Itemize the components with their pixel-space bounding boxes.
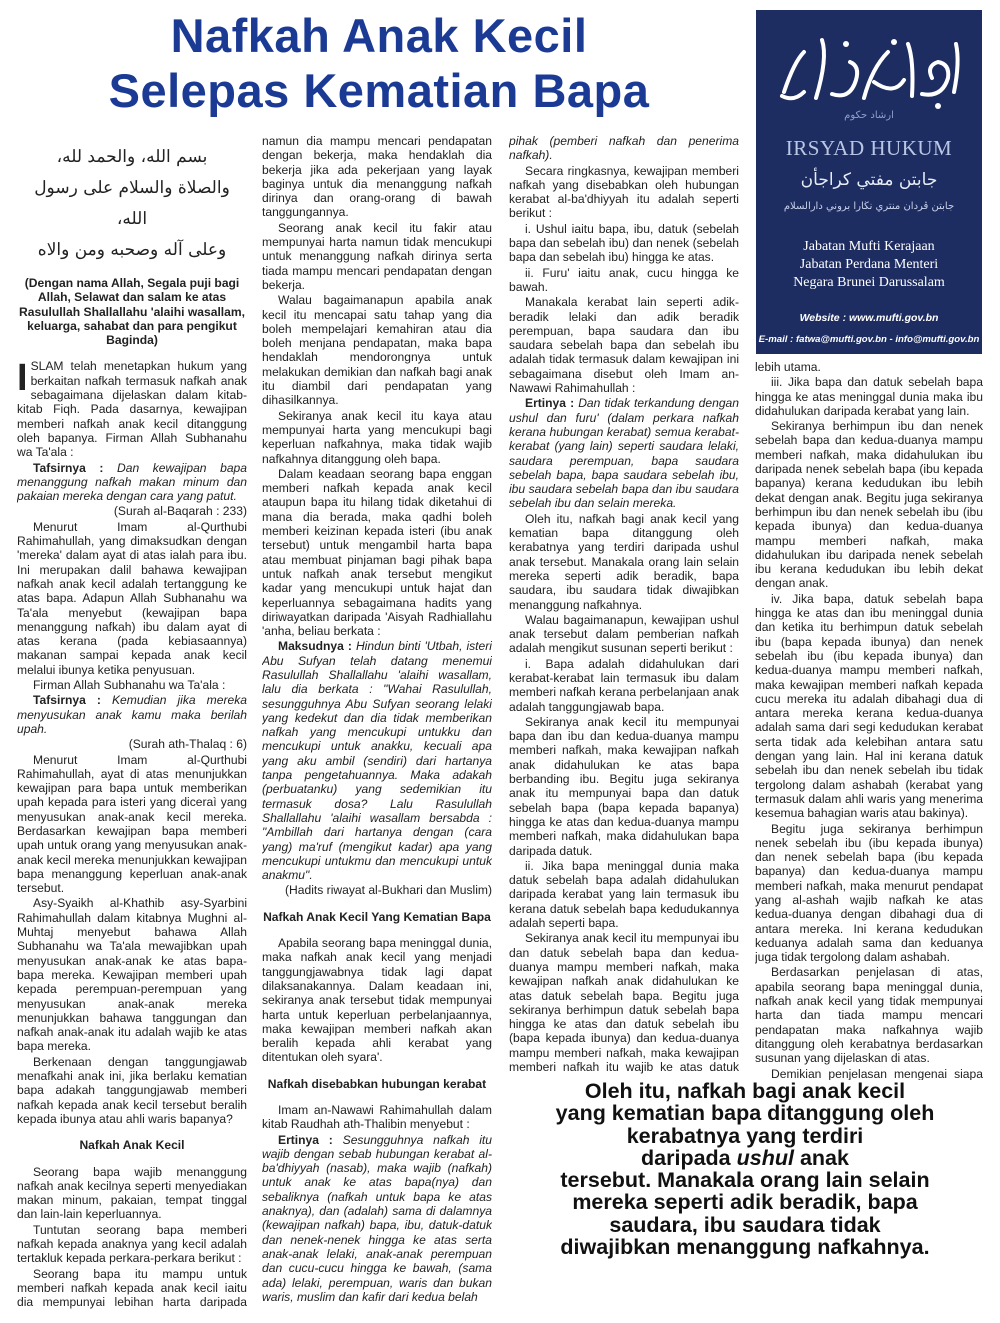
drop-cap: I [17,357,28,400]
logo-dept-2: Jabatan Perdana Menteri [799,257,939,272]
paragraph: Firman Allah Subhanahu wa Ta'ala : [33,678,226,693]
paragraph: Sekiranya berhimpun ibu dan nenek sebelah bapa dan kedua-duanya mampu memberi nafkah, maka didahulukan ibu daripada nenek sebelah bapa (ibu kepada bapanya) kerana kedudukan ibu lebih dekat dengan anak. Begitu juga sekiranya berhimpun ibu dan nenek sebelah ibu (ibu kepada ibunya) dan kedua-duanya mampu memberi nafkah, maka didahulukan ibu daripada nenek sebelah ibu kerana kedudukan ibu lebih dekat dengan anak. [755,419,983,591]
pull-quote-line: mereka seperti adik beradik, bapa [572,1190,918,1215]
section-heading: Nafkah disebabkan hubungan kerabat [267,1076,487,1091]
source: (Hadits riwayat al-Bukhari dan Muslim) [285,883,492,898]
paragraph: Seorang anak kecil itu fakir atau mempunyai harta namun tidak mencukupi untuk menanggung nafkah dirinya serta tiada mampu mencari pendapatan dengan bekerja. [262,220,492,292]
hadith-translation: Maksudnya : Hindun binti 'Utbah, isteri Abu Sufyan telah datang menemui Rasulullah Shallallahu 'alaihi wasallam, lalu dia berkata : "Wahai Rasulullah, sesungguhnya Abu Sufyan seorang lelaki yang kedekut dan dia tidak memberikan nafkah yang mencukupi untukku dan mencukupi untuk anakku, kecuali apa yang aku ambil (sendiri) dari hartanya tanpa pengetahuannya. Maka adakah (perbuatanku) yang sedemikian itu termasuk dosa? Lalu Rasulullah Shallallahu 'alaihi wasallam bersabda : "Ambillah dari hartanya dengan (cara yang) ma'ruf (mengikut kadar) apa yang mencukupi untukmu dan mencukupi untuk anakmu". [262,639,492,883]
paragraph: Apabila seorang bapa meninggal dunia, maka nafkah anak kecil yang menjadi tanggungjawabnya tidak lagi dapat dilaksanakannya. Dalam keadaan ini, sekiranya anak tersebut tidak mempunyai harta untuk keperluan perbelanjaannya, maka kewajipan memberi nafkah akan beralih kepada ahli kerabat yang ditentukan oleh syara'. [262,936,492,1065]
paragraph: Sekiranya anak kecil itu kaya atau mempunyai harta yang mencukupi bagi keperluan nafkahnya, maka tidak wajib nafkahnya ditanggung oleh bapa. [262,408,492,466]
paragraph: Imam an-Nawawi Rahimahullah dalam kitab Raudhah ath-Thalibin menyebut : [262,1103,492,1132]
paragraph: namun dia mampu mencari pendapatan dengan bekerja, maka hendaklah dia bekerja jika ada pekerjaan yang layak baginya untuk dia menanggung nafkah dirinya dan orang-orang di bawah tanggungannya. [262,134,492,220]
calligraphy-logo [756,22,982,122]
paragraph: Asy-Syaikh al-Khathib asy-Syarbini Rahimahullah dalam kitabnya Mughni al-Muhtaj menyebut bahawa Allah Subhanahu wa Ta'ala mewajibkan upah menyusukan anak-anak ke atas bapa-bapa mereka. Kewajipan memberi upah kepada perempuan-perempuan yang menyusukan anak-anak mereka menunjukkan bahawa tanggungan dan nafkah anak-anak itu adalah wajib ke atas bapa mereka. [17,896,247,1054]
calligraphy-text: ارشاد حكوم [844,110,894,121]
paragraph: Seorang bapa wajib menanggung nafkah anak kecilnya seperti menyediakan makan minum, pakaian, tempat tinggal dan lain-lain keperluannya. [17,1164,247,1222]
source-2: (Surah ath-Thalaq : 6) [128,737,247,752]
quote-translation: Ertinya : Sesungguhnya nafkah itu wajib dengan sebab hubungan kerabat al-ba'dhiyyah (nasab), maka wajib (nafkah) untuk anak ke atas bapa(nya) dan sebaliknya (nafkah untuk bapa ke atas anaknya), dan (adalah) sama di dalamnya (kewajipan nafkah) bapa, ibu, datuk-datuk dan nenek-nenek hingga ke atas serta anak-anak lelaki, anak-anak perempuan dan cucu-cucu hingga ke bawah, (sama ada) lelaki, perempuan, waris dan bukan waris, muslim dan kafir dari kedua belah [262,1132,492,1304]
paragraph: Manakala kerabat lain seperti adik-beradik lelaki dan adik beradik perempuan, bapa saudara dan ibu saudara sebelah bapa dan sebelah ibu adalah tidak termasuk dalam kewajipan ini sebagaimana disebut oleh Imam an-Nawawi Rahimahullah : [509,295,739,396]
paragraph: pihak (pemberi nafkah dan penerima nafkah). [509,134,739,163]
list-item: iii. Jika bapa dan datuk sebelah bapa hingga ke atas meninggal dunia maka ibu didahulukan daripada kerabat yang lain. [755,375,983,418]
logo-brand: IRSYAD HUKUM [785,136,953,160]
logo-dept-1: Jabatan Mufti Kerajaan [803,239,935,254]
paragraph: Walau bagaimanapun, kewajipan ushul anak tersebut dalam pemberian nafkah adalah mengikut susunan seperti berikut : [509,612,739,656]
paragraph: Demikian penjelasan mengenai siapa [771,1066,983,1080]
column-4 [755,360,983,1080]
article-title [14,8,744,118]
irsyad-hukum-logo [756,10,982,354]
quote-translation: Ertinya : Dan tidak terkandung dengan ushul dan furu' (dalam perkara nafkah kerana hubungan kerabat) semua kerabat-kerabat (yang lain) seperti saudara lelaki, saudara perempuan, bapa saudara sebelah bapa, bapa saudara sebelah ibu, ibu saudara sebelah bapa dan ibu saudara sebelah ibu dan selain mereka. [509,396,739,511]
basmalah [17,142,247,266]
pull-quote-line: diwajibkan menanggung nafkahnya. [560,1235,930,1260]
logo-website: Website : www.mufti.gov.bn [799,312,939,324]
list-item: i. Ushul iaitu bapa, ibu, datuk (sebelah bapa dan sebelah ibu) dan nenek (sebelah bapa dan sebelah ibu) hingga ke atas. [509,221,739,265]
list-item: i. Bapa adalah didahulukan dari kerabat-kerabat lain termasuk ibu dalam memberi nafkah kerana perbelanjaan anak adalah tanggungjawab bapa. [509,656,739,714]
paragraph: Tuntutan seorang bapa memberi nafkah kepada anaknya yang kecil adalah tertakluk kepada perkara-perkara berikut : [17,1222,247,1266]
pull-quote-line: tersebut. Manakala orang lain selain [560,1168,930,1193]
pull-quote-line: Oleh itu, nafkah bagi anak kecil [584,1079,906,1103]
basmalah-line-3: وعلى آله وصحبه ومن والاه [37,240,227,260]
paragraph: lebih utama. [755,360,821,374]
list-item: iv. Jika bapa, datuk sebelah bapa hingga ke atas dan ibu meninggal dunia dan ketika itu berhimpun datuk sebelah ibu (bapa kepada ibunya) dan nenek sebelah ibu (ibu kepada ibunya) dan kedua-duanya mampu memberi nafkah, maka kewajipan memberi nafkah kepada cucu mereka itu adalah dibahagi dua di antara mereka kerana kedua-duanya adalah sama dari segi kedudukan kerabat serta tidak ada kelebihan antara satu dengan yang lain. Hal ini kerana datuk sebelah ibu dan nenek sebelah ibu tidak tergolong dalam ashabah (kerabat yang termasuk dalam ahli waris yang menerima kesemua bahagian waris atau bakinya). [755,591,983,821]
column-1 [17,136,247,1311]
paragraph: Seorang bapa itu mampu untuk memberi nafkah kepada anak kecil iaitu dia mempunyai lebihan harta daripada [17,1266,247,1310]
basmalah-line-1: بسم الله، والحمد لله، [56,147,208,167]
column-3 [509,134,739,1076]
list-item: ii. Furu' iaitu anak, cucu hingga ke bawah. [509,265,739,294]
paragraph: Sekiranya anak kecil itu mempunyai ibu dan datuk sebelah bapa dan kedua-duanya mampu memberi nafkah, maka kewajipan nafkah anak didahulukan ke atas datuk sebelah bapa. Begitu juga sekiranya berhimpun datuk sebelah bapa hingga ke atas dan datuk sebelah ibu (bapa kepada ibunya) dan kedua-duanya mampu memberi nafkah, maka kewajipan memberi nafkah itu wajib ke atas datuk [509,931,739,1074]
paragraph: Berdasarkan penjelasan di atas, apabila seorang bapa meninggal dunia, nafkah anak kecil yang tidak mempunyai harta dan tiada mampu mencari pendapatan maka nafkahnya wajib ditanggung oleh kerabatnya berdasarkan susunan yang dijelaskan di atas. [755,965,983,1066]
paragraph: Oleh itu, nafkah bagi anak kecil yang kematian bapa ditanggung oleh kerabatnya yang terdiri daripada ushul anak tersebut. Manakala orang lain selain mereka seperti adik beradik, bapa saudara, ibu saudara tidak diwajibkan menanggung nafkahnya. [509,511,739,612]
logo-arabic-line-2: جابتن ڤردان منتري نڬارا بروني دارالسلام [783,201,955,212]
section-heading: Nafkah Anak Kecil Yang Kematian Bapa [263,909,491,924]
paragraph: Walau bagaimanapun apabila anak kecil itu mencapai satu tahap yang dia boleh mempelajari kemahiran atau dia boleh menjana pendapatan, maka bapa hendaklah mendorongnya untuk melakukan demikian dan nafkah bagi anak itu diambil dari pendapatan yang dihasilkannya. [262,293,492,408]
paragraph: ISLAM telah menetapkan hukum yang berkaitan nafkah termasuk nafkah anak sebagaimana dijelaskan dalam kitab-kitab Fiqh. Pada dasarnya, kewajipan memberi nafkah anak kecil ditanggung oleh bapanya. Firman Allah Subhanahu wa Ta'ala : [17,357,247,460]
paragraph: Dalam keadaan seorang bapa enggan memberi nafkah kepada anak kecil ataupun bapa itu hilang tidak diketahui di mana dia berada, maka qadhi boleh memberi keizinan kepada isteri (ibu anak tersebut) untuk mengambil harta bapa atau membuat pinjaman bagi pihak bapa untuk nafkah anak tersebut mengikut kadar yang mencukupi untuk hajat dan keperluannya sebagaimana hadits yang diriwayatkan daripada 'Aisyah Radhiallahu 'anha, beliau berkata : [262,466,492,639]
tafsir-1: Tafsirnya : Dan kewajipan bapa menanggung nafkah makan minum dan pakaian mereka dengan cara yang patut. [17,460,247,504]
tafsir-2: Tafsirnya : Kemudian jika mereka menyusukan anak kamu maka berilah upah. [17,693,247,736]
pull-quote [505,1080,985,1258]
paragraph: Berkenaan dengan tanggungjawab menafkahi anak ini, jika berlaku kematian bapa adakah tanggungjawab memberi nafkah kepada anak kecil tersebut beralih kepada ibunya atau ahli waris bapanya? [17,1054,247,1126]
title-line-1: Nafkah Anak Kecil [170,9,588,62]
pull-quote-line: kerabatnya yang terdiri [626,1123,864,1148]
intro-translation: (Dengan nama Allah, Segala puji bagi Allah, Selawat dan salam ke atas Rasulullah Shallallahu 'alaihi wasallam, keluarga, sahabat dan para pengikut Baginda) [18,276,246,348]
pull-quote-line: yang kematian bapa ditanggung oleh [555,1101,935,1126]
logo-email: E-mail : fatwa@mufti.gov.bn - info@mufti.gov.bn [758,334,980,345]
paragraph: Menurut Imam al-Qurthubi Rahimahullah, yang dimaksudkan dengan 'mereka' dalam ayat di atas ialah para ibu. Ini merupakan dalil bahawa kewajipan nafkah anak kecil adalah tertanggung ke atas bapa. Adapun Allah Subhanahu wa Ta'ala menyebut (kewajipan bapa menanggung nafkah) ibu dalam ayat di atas kerana (pada kebiasaannya) makanan sampai kepada anak kecil melalui ibunya ketika penyusuan. [17,519,247,677]
paragraph: Sekiranya anak kecil itu mempunyai bapa dan ibu dan kedua-duanya mampu memberi nafkah, maka kewajipan nafkah anak didahulukan ke atas bapa berbanding ibu. Begitu juga sekiranya anak itu mempunyai bapa dan datuk sebelah bapa (bapa kepada bapanya) hingga ke atas dan kedua-duanya mampu memberi nafkah, maka didahulukan bapa daripada datuk. [509,714,739,858]
paragraph: Begitu juga sekiranya berhimpun nenek sebelah ibu (ibu kepada ibunya) dan nenek sebelah bapa (ibu kepada bapanya) dan kedua-duanya mampu memberi nafkah, maka menurut pendapat yang al-ashah wajib nafkah ke atas kedua-duanya dengan dibahagi dua di antara mereka. Ini kerana kedudukan keduanya adalah sama dan keduanya juga tidak tergolong dalam ashabah. [755,821,983,965]
column-2 [262,134,492,1311]
basmalah-line-2: والصلاة والسلام على رسول الله، [34,178,230,229]
logo-dept-3: Negara Brunei Darussalam [793,275,945,290]
pull-quote-line: daripada ushul anak [641,1145,849,1170]
section-heading: Nafkah Anak Kecil [79,1138,185,1153]
source-1: (Surah al-Baqarah : 233) [113,504,247,519]
logo-arabic-line-1: جابتن مفتي كراجأن [800,170,938,190]
list-item: ii. Jika bapa meninggal dunia maka datuk sebelah bapa adalah didahulukan daripada kerabat yang lain termasuk ibu kerana datuk sebelah bapa kedudukannya adalah seperti bapa. [509,858,739,931]
paragraph: Secara ringkasnya, kewajipan memberi nafkah yang disebabkan oleh hubungan kerabat al-ba'dhiyyah itu adalah seperti berikut : [509,163,739,221]
pull-quote-line: saudara, ibu saudara tidak [609,1212,881,1237]
title-line-2: Selepas Kematian Bapa [108,64,650,117]
paragraph: Menurut Imam al-Qurthubi Rahimahullah, ayat di atas menunjukkan kewajipan para bapa untuk memberikan upah kepada para isteri yang diceraì yang menyusukan anak-anak kecil mereka. Berdasarkan kewajipan bapa memberi upah untuk orang yang menyusukan anak-anak kecil mereka menunjukkan kewajipan bapa menanggung keperluan anak-anak tersebut. [17,752,247,896]
